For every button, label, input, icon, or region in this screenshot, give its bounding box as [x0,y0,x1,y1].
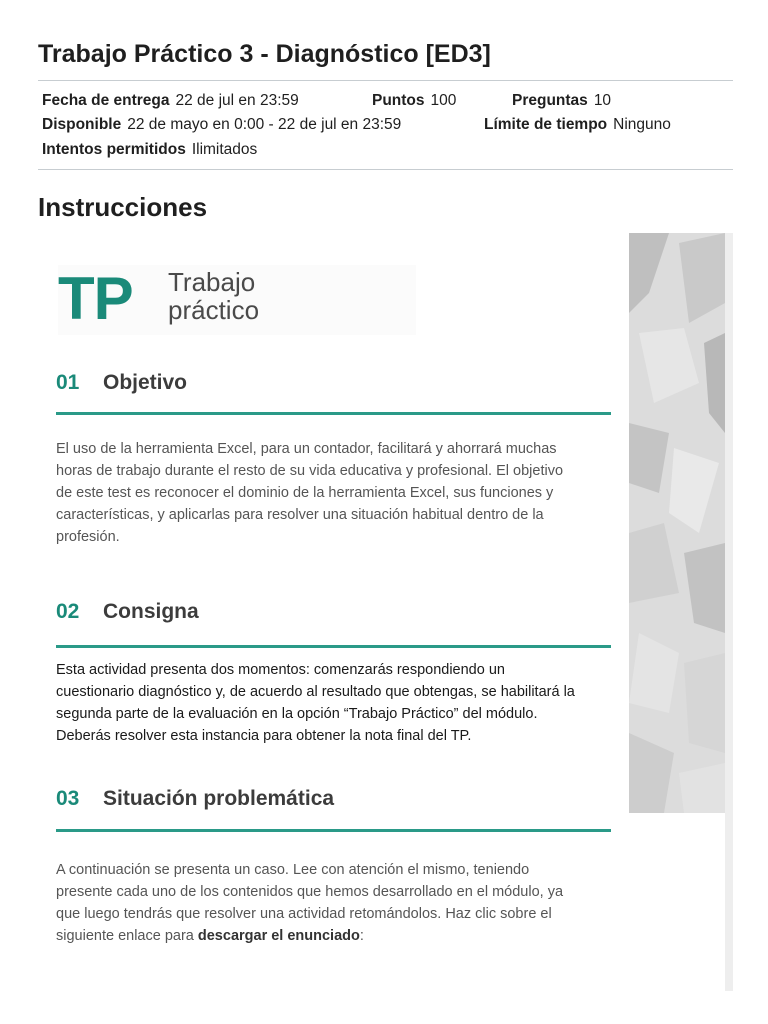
text-line: A continuación se presenta un caso. Lee con atención el mismo, teniendo [56,862,530,878]
section-number: 02 [56,600,80,623]
due-value: 22 de jul en 23:59 [175,92,299,109]
header-divider [38,80,733,81]
download-statement-text: descargar el enunciado [197,928,360,944]
section-underline [56,412,611,415]
attempts-value: Ilimitados [191,141,258,158]
questions-label: Preguntas [512,92,588,109]
section-title-situacion: Situación problemática [103,787,335,810]
detail-attempts [42,141,257,159]
tp-logo [58,265,416,335]
text-line: de este test es reconocer el dominio de la herramienta Excel, sus funciones y [56,485,554,501]
detail-due-date [42,92,299,110]
section-underline [56,829,611,832]
section-title-objetivo: Objetivo [103,371,188,394]
tp-logo-word-line1: Trabajo [168,267,256,297]
text-line: presente cada uno de los contenidos que hemos desarrollado en el módulo, ya [56,884,564,900]
instructions-heading: Instrucciones [38,192,208,222]
text-line: horas de trabajo durante el resto de su vida educativa y profesional. El objetivo [56,463,564,479]
text-line: segunda parte de la evaluación en la opción “Trabajo Práctico” del módulo. [56,706,538,722]
section-number: 03 [56,787,80,810]
detail-time-limit [484,116,671,134]
questions-value: 10 [593,92,612,109]
detail-points [372,92,456,110]
detail-available [42,116,401,134]
image-edge-bar [725,233,733,991]
text-line: profesión. [56,529,120,545]
section-underline [56,645,611,648]
text-span: siguiente enlace para [56,928,198,944]
page-title: Trabajo Práctico 3 - Diagnóstico [ED3] [38,40,491,68]
text-line: Esta actividad presenta dos momentos: comenzarás respondiendo un [56,662,505,678]
section-text-situacion [56,859,616,947]
detail-questions [512,92,611,110]
details-divider [38,169,733,170]
text-line: Deberás resolver esta instancia para obtener la nota final del TP. [56,728,472,744]
text-line: cuestionario diagnóstico y, de acuerdo al resultado que obtengas, se habilitará la [56,684,575,700]
text-span: : [359,928,364,944]
section-number: 01 [56,371,80,394]
section-title-consigna: Consigna [103,600,199,623]
time-limit-label: Límite de tiempo [484,116,608,133]
available-label: Disponible [42,116,122,133]
text-line: El uso de la herramienta Excel, para un contador, facilitará y ahorrará muchas [56,441,557,457]
section-text-consigna [56,659,616,747]
text-line: que luego tendrás que resolver una actividad retomándolos. Haz clic sobre el [56,906,552,922]
text-line: características, y aplicarlas para resolver una situación habitual dentro de la [56,507,544,523]
instructions-document [38,233,733,991]
decorative-side-image [629,233,725,813]
text-line [56,925,616,947]
tp-logo-word-line2: práctico [168,295,260,325]
due-label: Fecha de entrega [42,92,170,109]
points-label: Puntos [372,92,425,109]
section-text-objetivo [56,438,616,548]
points-value: 100 [430,92,457,109]
attempts-label: Intentos permitidos [42,141,186,158]
tp-logo-mark: TP [58,265,133,332]
available-value: 22 de mayo en 0:00 - 22 de jul en 23:59 [127,116,402,133]
time-limit-value: Ninguno [613,116,671,133]
